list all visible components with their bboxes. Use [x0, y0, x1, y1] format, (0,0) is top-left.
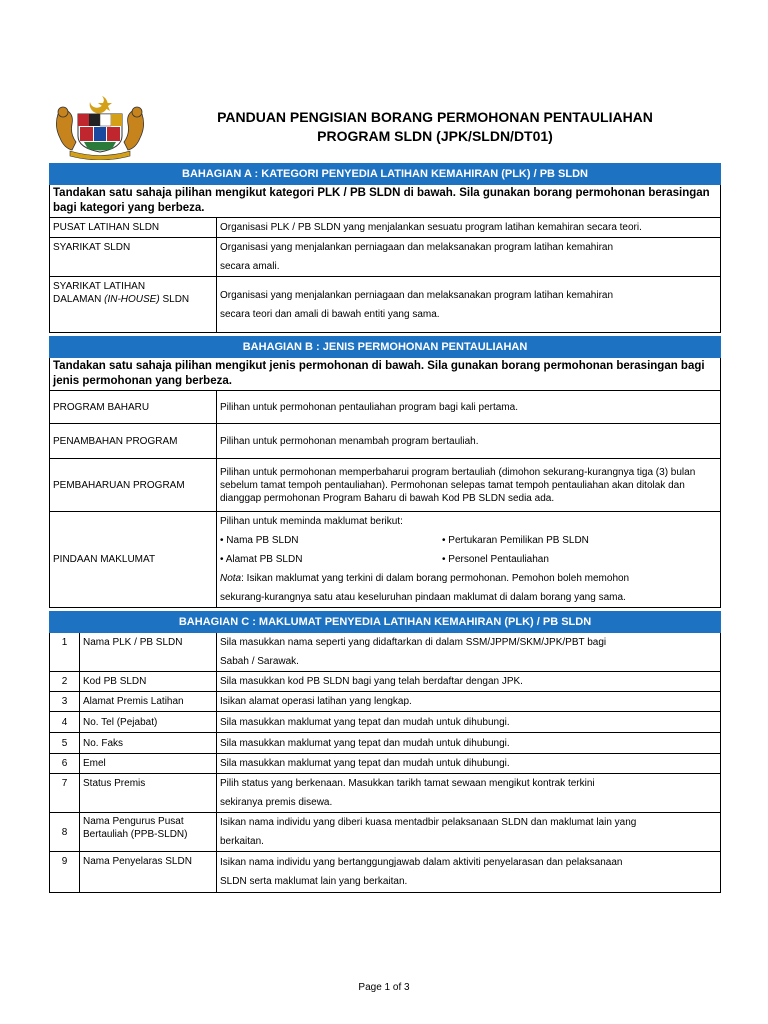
table-row — [50, 852, 721, 893]
description-line: Pilihan untuk meminda maklumat berikut: — [220, 516, 403, 527]
guide-table — [49, 163, 720, 893]
table-row — [50, 813, 721, 852]
field-description: Sila masukkan maklumat yang tepat dan mudah untuk dihubungi. — [217, 733, 721, 754]
description-line: secara amali. — [220, 261, 280, 272]
field-description: Sila masukkan maklumat yang tepat dan mudah untuk dihubungi. — [217, 754, 721, 774]
row-number: 8 — [50, 813, 80, 852]
request-type-description — [217, 512, 721, 608]
request-type-description: Pilihan untuk permohonan memperbaharui program bertauliah (dimohon sekurang-kurangnya tiga (3) bulan sebelum tamat tempoh pentauliahan). Permohonan selepas tamat tempoh pentauliahan akan ditolak dan dianggap permohonan Program Baharu di bawah Kod PB SLDN sedia ada. — [217, 459, 721, 512]
section-a-instruction: Tandakan satu sahaja pilihan mengikut kategori PLK / PB SLDN di bawah. Sila gunakan borang permohonan berasingan bagi kategori yang berbeza. — [50, 185, 721, 218]
description-line: Pilih status yang berkenaan. Masukkan tarikh tamat sewaan mengikut kontrak terkini — [220, 778, 595, 789]
table-row — [50, 424, 721, 459]
row-number: 5 — [50, 733, 80, 754]
note-text: : Isikan maklumat yang terkini di dalam borang permohonan. Pemohon boleh memohon — [241, 573, 630, 584]
request-type-label: PENAMBAHAN PROGRAM — [50, 424, 217, 459]
row-number: 7 — [50, 774, 80, 813]
description-line: Isikan nama individu yang diberi kuasa mentadbir pelaksanaan SLDN dan maklumat lain yang — [220, 817, 637, 828]
field-description: Sila masukkan maklumat yang tepat dan mudah untuk dihubungi. — [217, 712, 721, 733]
label-line — [53, 293, 213, 306]
label-part: DALAMAN — [53, 294, 105, 305]
category-description — [217, 238, 721, 277]
table-row — [50, 692, 721, 712]
request-type-label: PEMBAHARUAN PROGRAM — [50, 459, 217, 512]
title-line-2: PROGRAM SLDN (JPK/SLDN/DT01) — [317, 128, 553, 144]
description-line: Isikan nama individu yang bertanggungjawab dalam aktiviti penyelarasan dan pelaksanaan — [220, 857, 623, 868]
label-part: SLDN — [159, 294, 190, 305]
description-line: Organisasi yang menjalankan perniagaan dan melaksanakan program latihan kemahiran — [220, 289, 614, 301]
label-line: Nama Pengurus Pusat — [83, 816, 184, 827]
table-row — [50, 633, 721, 672]
field-description: Sila masukkan kod PB SLDN bagi yang telah berdaftar dengan JPK. — [217, 672, 721, 692]
bullet-item: • Personel Pentauliahan — [442, 554, 549, 565]
description-line: Sila masukkan nama seperti yang didaftarkan di dalam SSM/JPPM/SKM/JPK/PBT bagi — [220, 637, 607, 648]
note-label: Nota — [220, 573, 242, 584]
field-label: Nama Penyelaras SLDN — [80, 852, 217, 893]
field-description: Isikan alamat operasi latihan yang lengkap. — [217, 692, 721, 712]
description-line: Organisasi yang menjalankan perniagaan dan melaksanakan program latihan kemahiran — [220, 242, 614, 253]
section-b-heading: BAHAGIAN B : JENIS PERMOHONAN PENTAULIAHAN — [50, 337, 721, 358]
category-label: PUSAT LATIHAN SLDN — [50, 218, 217, 238]
request-type-label: PINDAAN MAKLUMAT — [50, 512, 217, 608]
field-label — [80, 813, 217, 852]
table-row — [50, 218, 721, 238]
row-number: 4 — [50, 712, 80, 733]
section-c-heading: BAHAGIAN C : MAKLUMAT PENYEDIA LATIHAN KEMAHIRAN (PLK) / PB SLDN — [50, 612, 721, 633]
bullet-item: • Alamat PB SLDN — [220, 554, 303, 565]
field-label: Alamat Premis Latihan — [80, 692, 217, 712]
category-description — [217, 277, 721, 333]
bullet-row — [220, 550, 717, 569]
row-number: 3 — [50, 692, 80, 712]
row-number: 9 — [50, 852, 80, 893]
label-line: SYARIKAT LATIHAN — [53, 281, 146, 292]
note-text: sekurang-kurangnya satu atau keseluruhan pindaan maklumat di dalam borang yang sama. — [220, 592, 626, 603]
request-type-label: PROGRAM BAHARU — [50, 391, 217, 424]
row-number: 6 — [50, 754, 80, 774]
field-description — [217, 813, 721, 852]
request-type-description: Pilihan untuk permohonan pentauliahan program bagi kali pertama. — [217, 391, 721, 424]
category-description: Organisasi PLK / PB SLDN yang menjalankan sesuatu program latihan kemahiran secara teori. — [217, 218, 721, 238]
table-row — [50, 754, 721, 774]
table-row — [50, 277, 721, 333]
field-label: No. Faks — [80, 733, 217, 754]
row-number: 1 — [50, 633, 80, 672]
table-row — [50, 774, 721, 813]
category-label — [50, 277, 217, 333]
table-row — [50, 238, 721, 277]
field-label: Status Premis — [80, 774, 217, 813]
field-description — [217, 852, 721, 893]
bullet-item: • Pertukaran Pemilikan PB SLDN — [442, 535, 589, 546]
table-row — [50, 459, 721, 512]
title-line-1: PANDUAN PENGISIAN BORANG PERMOHONAN PENTAULIAHAN — [217, 109, 653, 125]
section-a-heading: BAHAGIAN A : KATEGORI PENYEDIA LATIHAN KEMAHIRAN (PLK) / PB SLDN — [50, 164, 721, 185]
bullet-item: • Nama PB SLDN — [220, 535, 299, 546]
page-number: Page 1 of 3 — [358, 982, 410, 993]
description-line: berkaitan. — [220, 836, 264, 847]
table-row — [50, 512, 721, 608]
description-line: SLDN serta maklumat lain yang berkaitan. — [220, 876, 408, 887]
description-line: sekiranya premis disewa. — [220, 797, 333, 808]
table-row — [50, 391, 721, 424]
field-label: Nama PLK / PB SLDN — [80, 633, 217, 672]
label-line: Bertauliah (PPB-SLDN) — [83, 829, 188, 840]
table-row — [50, 733, 721, 754]
bullet-row — [220, 531, 717, 550]
coat-of-arms-icon — [50, 92, 150, 160]
table-row — [50, 712, 721, 733]
field-label: Kod PB SLDN — [80, 672, 217, 692]
field-description — [217, 774, 721, 813]
field-description — [217, 633, 721, 672]
field-label: No. Tel (Pejabat) — [80, 712, 217, 733]
field-label: Emel — [80, 754, 217, 774]
description-line: Sabah / Sarawak. — [220, 656, 299, 667]
row-number: 2 — [50, 672, 80, 692]
category-label: SYARIKAT SLDN — [50, 238, 217, 277]
label-part-italic: (IN-HOUSE) — [104, 294, 160, 305]
note-line — [220, 569, 717, 588]
page-title — [155, 108, 715, 146]
table-row — [50, 672, 721, 692]
document-header — [50, 92, 720, 160]
description-line: secara teori dan amali di bawah entiti yang sama. — [220, 308, 440, 320]
section-b-instruction: Tandakan satu sahaja pilihan mengikut jenis permohonan di bawah. Sila gunakan borang permohonan berasingan bagi jenis permohonan yang berbeza. — [50, 358, 721, 391]
request-type-description: Pilihan untuk permohonan menambah program bertauliah. — [217, 424, 721, 459]
